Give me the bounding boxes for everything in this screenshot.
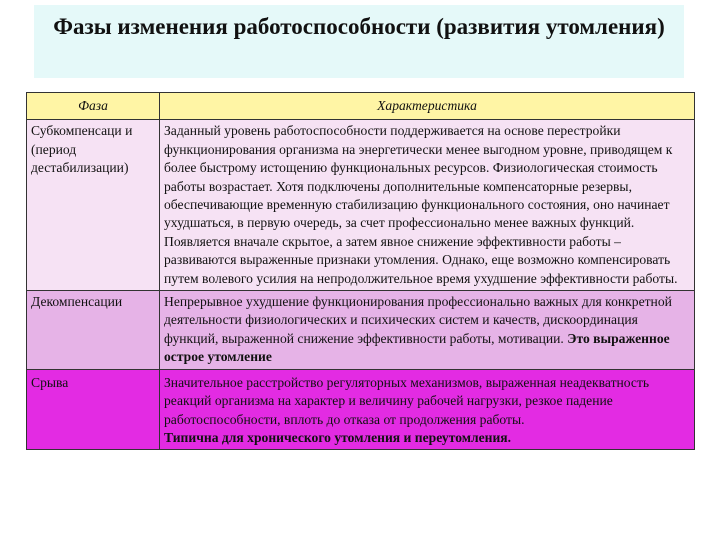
description-cell bbox=[160, 120, 695, 291]
description-cell bbox=[160, 291, 695, 370]
emphasis-text: Это выраженное острое утомление bbox=[164, 330, 670, 365]
description-text: Значительное расстройство регуляторных механизмов, выраженная неадекватность реакций организма на характер и величину рабочей нагрузки, резкое падение работоспособности, вплоть до отказа от продолжения работы. bbox=[164, 374, 650, 427]
slide-title bbox=[34, 5, 684, 78]
phases-table bbox=[26, 92, 695, 450]
description-text: Заданный уровень работоспособности поддерживается на основе перестройки функционирования организма на энергетически менее выгодном уровне, приводящем к более быстрому истощению функциональных ресурсов. Физиологическая стоимость работы возрастает. Хотя подключены дополнительные компенсаторные резервы, обеспечивающие временную стабилизацию функционального состояния, оно начинает ухудшаться, в первую очередь, за счет профессионально менее важных функций. Появляется вначале скрытое, а затем явное снижение эффективности работы – развиваются выраженные признаки утомления. Однако, еще возможно компенсировать путем волевого усилия на непродолжительное время ухудшение эффективности работы. bbox=[164, 123, 678, 286]
table-header-row bbox=[27, 93, 695, 120]
phase-cell: Срыва bbox=[27, 369, 160, 450]
emphasis-text: Типична для хронического утомления и переутомления. bbox=[164, 429, 512, 445]
table-row bbox=[27, 291, 695, 370]
description-cell bbox=[160, 369, 695, 450]
header-phase: Фаза bbox=[27, 93, 160, 120]
table-row bbox=[27, 369, 695, 450]
phase-cell: Субкомпенсаци и (период дестабилизации) bbox=[27, 120, 160, 291]
slide-title-text: Фазы изменения работоспособности (развития утомления) bbox=[53, 14, 665, 39]
header-characteristic: Характеристика bbox=[160, 93, 695, 120]
phase-cell: Декомпенсации bbox=[27, 291, 160, 370]
table-row bbox=[27, 120, 695, 291]
description-text: Непрерывное ухудшение функционирования профессионально важных для конкретной деятельности физиологических и психических систем и качеств, дискоординация функций, выраженной снижение эффективности работы, мотивации. bbox=[164, 294, 672, 346]
